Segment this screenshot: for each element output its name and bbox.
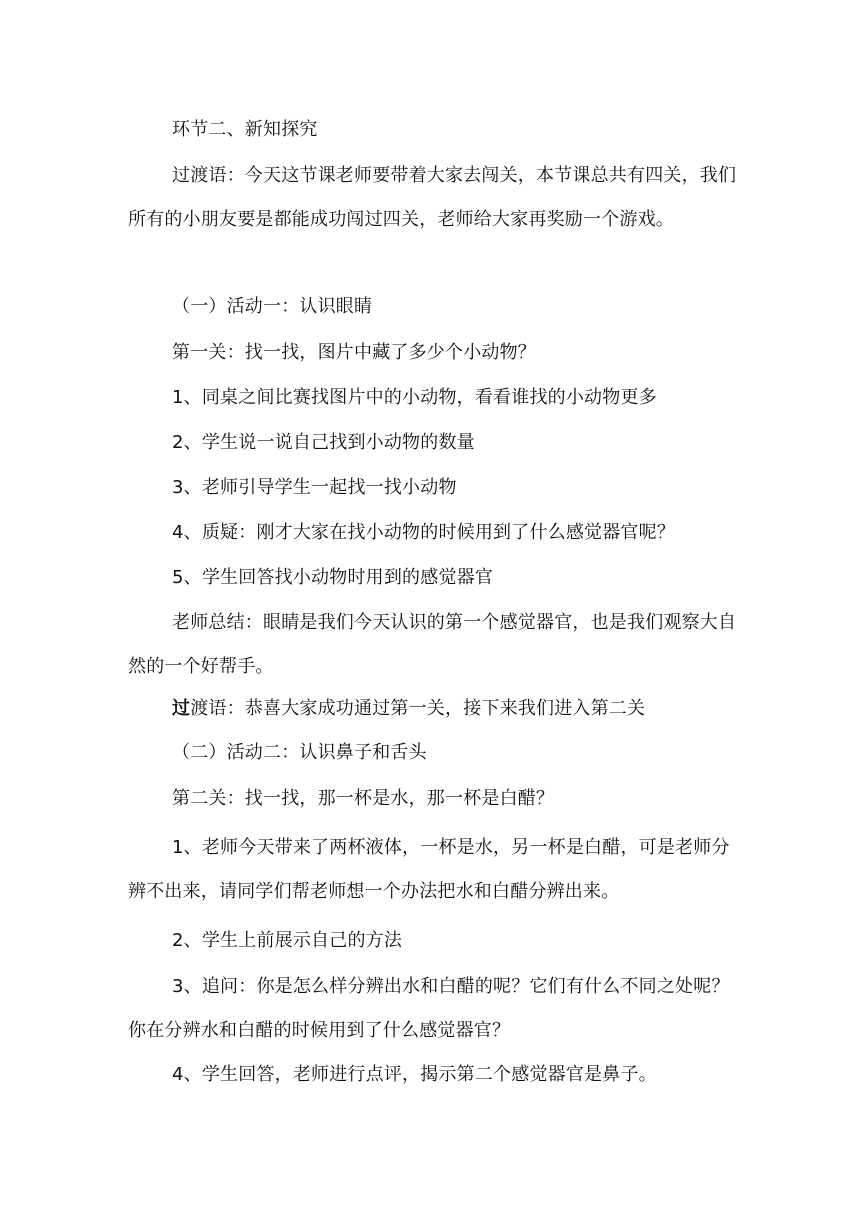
transition-2-rest: 渡语：恭喜大家成功通过第一关，接下来我们进入第二关 [190, 698, 646, 719]
activity-1-step: 3、老师引导学生一起找一找小动物 [172, 477, 457, 498]
activity-2-step: 1、老师今天带来了两杯液体，一杯是水，另一杯是白醋，可是老师分辨不出来，请同学们帮老师想一个办法把水和白醋分辨出来。 [128, 837, 730, 902]
activity-1-step: 1、同桌之间比赛找图片中的小动物，看看谁找的小动物更多 [172, 387, 657, 408]
activity-1-step: 5、学生回答找小动物时用到的感觉器官 [172, 567, 494, 588]
activity-1-heading: （一）活动一：认识眼睛 [172, 296, 373, 317]
transition-paragraph-1: 过渡语：今天这节课老师要带着大家去闯关，本节课总共有四关，我们所有的小朋友要是都能成功闯过四关，老师给大家再奖励一个游戏。 [128, 165, 737, 230]
activity-2-level: 第二关：找一找，那一杯是水，那一杯是白醋？ [172, 788, 555, 809]
activity-2-step: 4、学生回答，老师进行点评，揭示第二个感觉器官是鼻子。 [172, 1064, 657, 1085]
activity-1-step: 2、学生说一说自己找到小动物的数量 [172, 432, 475, 453]
transition-2-lead: 过 [172, 698, 191, 719]
activity-2-step: 3、追问：你是怎么样分辨出水和白醋的呢？它们有什么不同之处呢？你在分辨水和白醋的时候用到了什么感觉器官？ [128, 976, 730, 1041]
activity-2-step: 2、学生上前展示自己的方法 [172, 930, 403, 951]
section-title: 环节二、新知探究 [172, 119, 318, 140]
activity-2-heading: （二）活动二：认识鼻子和舌头 [172, 742, 427, 763]
activity-1-summary: 老师总结：眼睛是我们今天认识的第一个感觉器官，也是我们观察大自然的一个好帮手。 [128, 612, 737, 677]
activity-1-step: 4、质疑：刚才大家在找小动物的时候用到了什么感觉器官呢？ [172, 522, 676, 543]
activity-1-level: 第一关：找一找，图片中藏了多少个小动物？ [172, 342, 536, 363]
transition-paragraph-2 [128, 687, 740, 731]
